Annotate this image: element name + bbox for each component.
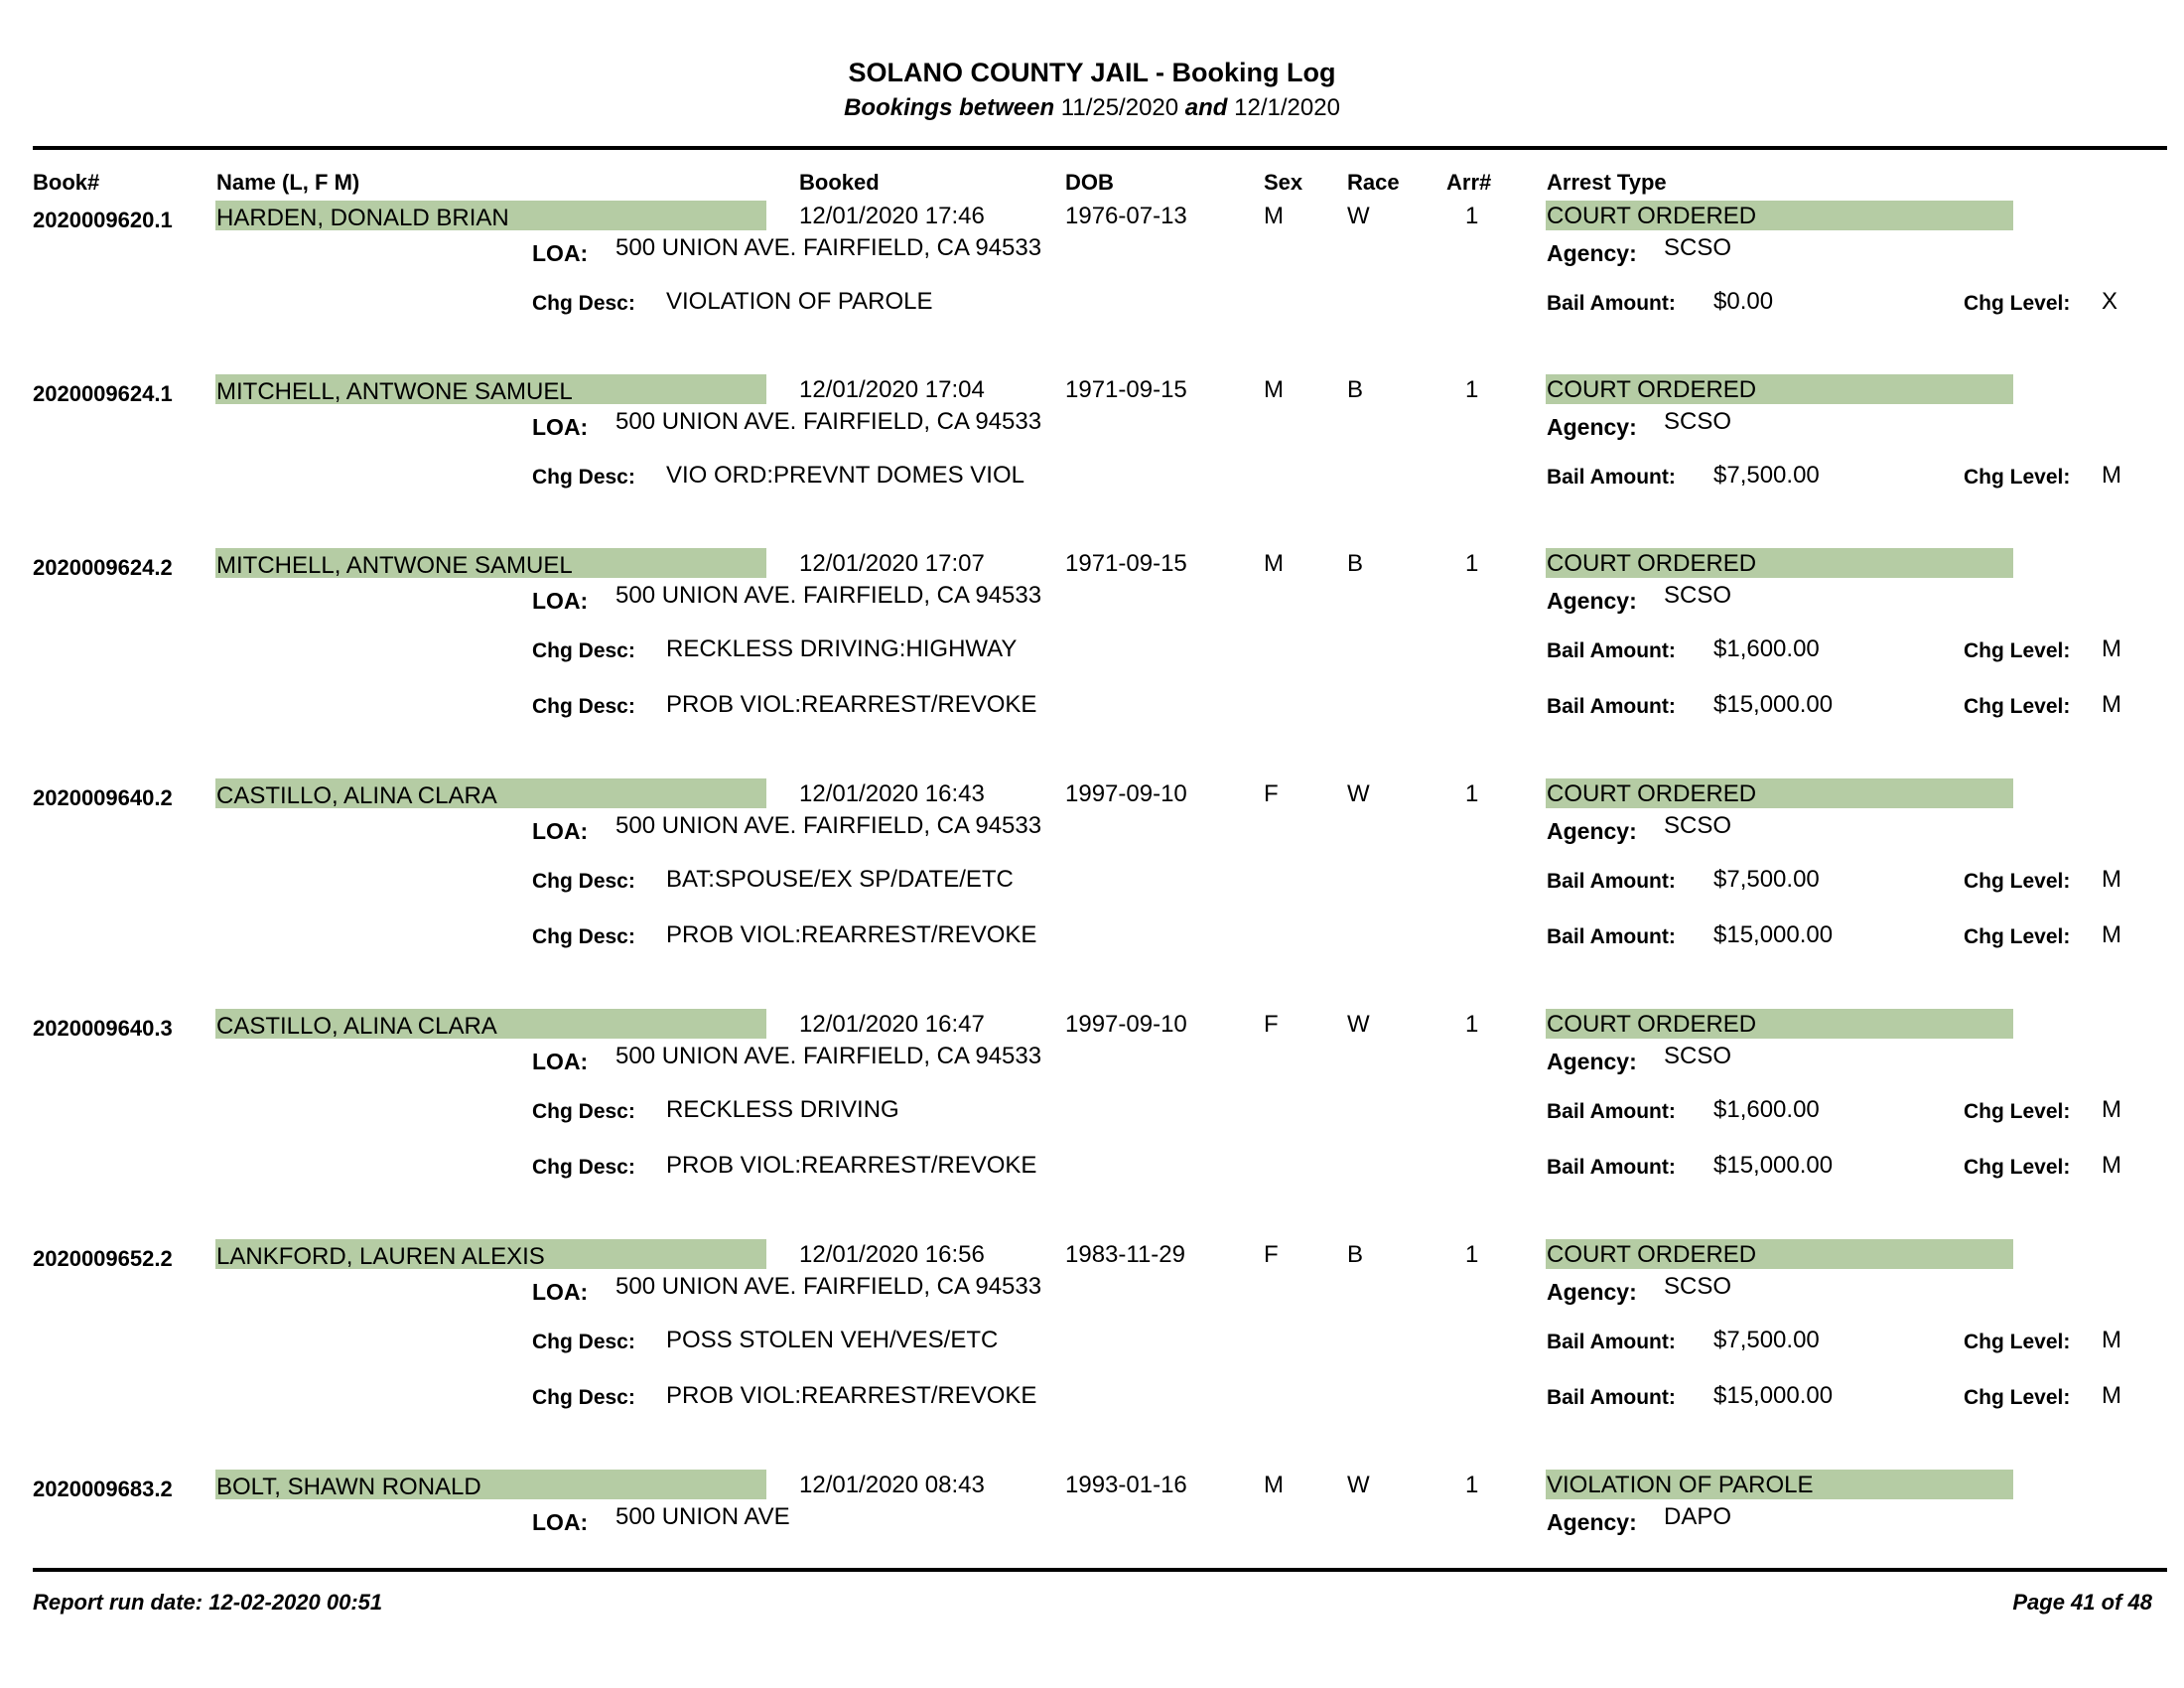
agency-label: Agency: <box>1547 1509 1637 1535</box>
col-dob: DOB <box>1065 170 1114 195</box>
chg-level-label: Chg Level: <box>1964 870 2071 893</box>
arrest-type: VIOLATION OF PAROLE <box>1547 1472 1814 1498</box>
header-rule <box>33 146 2167 150</box>
charge-level: M <box>2102 1327 2121 1353</box>
book-number: 2020009624.1 <box>33 381 173 406</box>
agency-value: SCSO <box>1664 1043 1732 1069</box>
sex: M <box>1264 376 1284 403</box>
charge-description: RECKLESS DRIVING <box>666 1096 899 1123</box>
arrest-number: 1 <box>1465 203 1479 229</box>
loa-label: LOA: <box>532 818 589 844</box>
charge-level: M <box>2102 462 2121 489</box>
loa-label: LOA: <box>532 588 589 614</box>
arrest-number: 1 <box>1465 1241 1479 1268</box>
bail-amount-label: Bail Amount: <box>1547 292 1676 315</box>
book-number: 2020009683.2 <box>33 1477 173 1501</box>
bail-amount: $7,500.00 <box>1713 1327 1820 1353</box>
arrest-number: 1 <box>1465 1472 1479 1498</box>
agency-label: Agency: <box>1547 1049 1637 1074</box>
dob: 1997-09-10 <box>1065 780 1187 807</box>
chg-desc-label: Chg Desc: <box>532 870 635 893</box>
arrest-type: COURT ORDERED <box>1547 1011 1757 1038</box>
dob: 1993-01-16 <box>1065 1472 1187 1498</box>
col-race: Race <box>1347 170 1400 195</box>
chg-desc-label: Chg Desc: <box>532 1100 635 1123</box>
bail-amount: $0.00 <box>1713 288 1774 315</box>
charge-level: M <box>2102 691 2121 718</box>
arrest-type: COURT ORDERED <box>1547 550 1757 577</box>
dob: 1976-07-13 <box>1065 203 1187 229</box>
col-booked: Booked <box>799 170 880 195</box>
page-number: Page 41 of 48 <box>2012 1590 2152 1615</box>
inmate-name: MITCHELL, ANTWONE SAMUEL <box>216 552 573 579</box>
range-end: 12/1/2020 <box>1234 94 1340 121</box>
chg-level-label: Chg Level: <box>1964 925 2071 948</box>
inmate-name: HARDEN, DONALD BRIAN <box>216 205 509 231</box>
charge-description: POSS STOLEN VEH/VES/ETC <box>666 1327 999 1353</box>
col-arr: Arr# <box>1446 170 1492 195</box>
chg-level-label: Chg Level: <box>1964 466 2071 489</box>
agency-label: Agency: <box>1547 240 1637 266</box>
agency-value: SCSO <box>1664 1273 1732 1300</box>
loa-label: LOA: <box>532 1279 589 1305</box>
chg-level-label: Chg Level: <box>1964 1331 2071 1353</box>
report-run-date: Report run date: 12-02-2020 00:51 <box>33 1590 383 1615</box>
booked-datetime: 12/01/2020 16:43 <box>799 780 985 807</box>
range-label-2: and <box>1184 94 1228 121</box>
chg-level-label: Chg Level: <box>1964 1386 2071 1409</box>
charge-description: PROB VIOL:REARREST/REVOKE <box>666 1152 1037 1179</box>
sex: M <box>1264 203 1284 229</box>
charge-level: M <box>2102 866 2121 893</box>
chg-desc-label: Chg Desc: <box>532 1386 635 1409</box>
bail-amount: $15,000.00 <box>1713 1152 1834 1179</box>
agency-value: SCSO <box>1664 812 1732 839</box>
charge-level: M <box>2102 1152 2121 1179</box>
date-range <box>0 94 2184 122</box>
loa-value: 500 UNION AVE. FAIRFIELD, CA 94533 <box>615 408 1042 435</box>
bail-amount: $15,000.00 <box>1713 1382 1834 1409</box>
arrest-type: COURT ORDERED <box>1547 1241 1757 1268</box>
inmate-name: LANKFORD, LAUREN ALEXIS <box>216 1243 545 1270</box>
booked-datetime: 12/01/2020 17:04 <box>799 376 985 403</box>
dob: 1971-09-15 <box>1065 550 1187 577</box>
agency-label: Agency: <box>1547 414 1637 440</box>
chg-desc-label: Chg Desc: <box>532 292 635 315</box>
bail-amount: $15,000.00 <box>1713 691 1834 718</box>
charge-description: BAT:SPOUSE/EX SP/DATE/ETC <box>666 866 1014 893</box>
bail-amount-label: Bail Amount: <box>1547 925 1676 948</box>
charge-level: M <box>2102 921 2121 948</box>
charge-description: VIOLATION OF PAROLE <box>666 288 933 315</box>
loa-value: 500 UNION AVE. FAIRFIELD, CA 94533 <box>615 234 1042 261</box>
bail-amount-label: Bail Amount: <box>1547 870 1676 893</box>
col-book: Book# <box>33 170 100 195</box>
book-number: 2020009620.1 <box>33 208 173 232</box>
race: W <box>1347 203 1370 229</box>
arrest-type: COURT ORDERED <box>1547 780 1757 807</box>
booked-datetime: 12/01/2020 08:43 <box>799 1472 985 1498</box>
bail-amount: $1,600.00 <box>1713 1096 1820 1123</box>
loa-value: 500 UNION AVE. FAIRFIELD, CA 94533 <box>615 582 1042 609</box>
inmate-name: BOLT, SHAWN RONALD <box>216 1474 481 1500</box>
bail-amount-label: Bail Amount: <box>1547 1156 1676 1179</box>
chg-level-label: Chg Level: <box>1964 639 2071 662</box>
col-arrest-type: Arrest Type <box>1547 170 1667 195</box>
charge-description: PROB VIOL:REARREST/REVOKE <box>666 921 1037 948</box>
booked-datetime: 12/01/2020 16:56 <box>799 1241 985 1268</box>
race: W <box>1347 1011 1370 1038</box>
bail-amount-label: Bail Amount: <box>1547 466 1676 489</box>
arrest-number: 1 <box>1465 1011 1479 1038</box>
chg-level-label: Chg Level: <box>1964 695 2071 718</box>
bail-amount: $7,500.00 <box>1713 866 1820 893</box>
dob: 1971-09-15 <box>1065 376 1187 403</box>
charge-description: PROB VIOL:REARREST/REVOKE <box>666 691 1037 718</box>
charge-description: VIO ORD:PREVNT DOMES VIOL <box>666 462 1024 489</box>
loa-value: 500 UNION AVE. FAIRFIELD, CA 94533 <box>615 1043 1042 1069</box>
chg-desc-label: Chg Desc: <box>532 639 635 662</box>
booked-datetime: 12/01/2020 16:47 <box>799 1011 985 1038</box>
inmate-name: CASTILLO, ALINA CLARA <box>216 782 497 809</box>
sex: F <box>1264 1011 1279 1038</box>
loa-value: 500 UNION AVE. FAIRFIELD, CA 94533 <box>615 1273 1042 1300</box>
booked-datetime: 12/01/2020 17:46 <box>799 203 985 229</box>
sex: F <box>1264 780 1279 807</box>
arrest-number: 1 <box>1465 376 1479 403</box>
agency-value: SCSO <box>1664 234 1732 261</box>
chg-desc-label: Chg Desc: <box>532 925 635 948</box>
loa-label: LOA: <box>532 240 589 266</box>
charge-description: RECKLESS DRIVING:HIGHWAY <box>666 635 1018 662</box>
col-sex: Sex <box>1264 170 1303 195</box>
race: B <box>1347 550 1364 577</box>
dob: 1983-11-29 <box>1065 1241 1185 1268</box>
bail-amount-label: Bail Amount: <box>1547 1331 1676 1353</box>
col-name: Name (L, F M) <box>216 170 360 195</box>
book-number: 2020009640.3 <box>33 1016 173 1041</box>
arrest-type: COURT ORDERED <box>1547 376 1757 403</box>
inmate-name: CASTILLO, ALINA CLARA <box>216 1013 497 1040</box>
booked-datetime: 12/01/2020 17:07 <box>799 550 985 577</box>
bail-amount-label: Bail Amount: <box>1547 695 1676 718</box>
chg-desc-label: Chg Desc: <box>532 1156 635 1179</box>
charge-description: PROB VIOL:REARREST/REVOKE <box>666 1382 1037 1409</box>
chg-desc-label: Chg Desc: <box>532 695 635 718</box>
race: W <box>1347 1472 1370 1498</box>
agency-value: SCSO <box>1664 582 1732 609</box>
bail-amount: $1,600.00 <box>1713 635 1820 662</box>
book-number: 2020009652.2 <box>33 1246 173 1271</box>
bail-amount: $15,000.00 <box>1713 921 1834 948</box>
loa-label: LOA: <box>532 414 589 440</box>
chg-level-label: Chg Level: <box>1964 1156 2071 1179</box>
agency-value: SCSO <box>1664 408 1732 435</box>
race: B <box>1347 376 1364 403</box>
loa-value: 500 UNION AVE <box>615 1503 790 1530</box>
range-start: 11/25/2020 <box>1060 94 1179 121</box>
charge-level: X <box>2102 288 2118 315</box>
book-number: 2020009624.2 <box>33 555 173 580</box>
charge-level: M <box>2102 1382 2121 1409</box>
race: W <box>1347 780 1370 807</box>
sex: F <box>1264 1241 1279 1268</box>
report-title: SOLANO COUNTY JAIL - Booking Log <box>848 58 1336 87</box>
loa-label: LOA: <box>532 1049 589 1074</box>
agency-value: DAPO <box>1664 1503 1732 1530</box>
chg-level-label: Chg Level: <box>1964 1100 2071 1123</box>
chg-desc-label: Chg Desc: <box>532 466 635 489</box>
loa-value: 500 UNION AVE. FAIRFIELD, CA 94533 <box>615 812 1042 839</box>
arrest-number: 1 <box>1465 780 1479 807</box>
bail-amount-label: Bail Amount: <box>1547 639 1676 662</box>
range-label-1: Bookings between <box>844 94 1055 121</box>
loa-label: LOA: <box>532 1509 589 1535</box>
agency-label: Agency: <box>1547 818 1637 844</box>
arrest-type: COURT ORDERED <box>1547 203 1757 229</box>
footer-rule <box>33 1568 2167 1572</box>
charge-level: M <box>2102 1096 2121 1123</box>
agency-label: Agency: <box>1547 588 1637 614</box>
chg-level-label: Chg Level: <box>1964 292 2071 315</box>
sex: M <box>1264 550 1284 577</box>
sex: M <box>1264 1472 1284 1498</box>
bail-amount-label: Bail Amount: <box>1547 1386 1676 1409</box>
chg-desc-label: Chg Desc: <box>532 1331 635 1353</box>
dob: 1997-09-10 <box>1065 1011 1187 1038</box>
bail-amount-label: Bail Amount: <box>1547 1100 1676 1123</box>
charge-level: M <box>2102 635 2121 662</box>
agency-label: Agency: <box>1547 1279 1637 1305</box>
inmate-name: MITCHELL, ANTWONE SAMUEL <box>216 378 573 405</box>
bail-amount: $7,500.00 <box>1713 462 1820 489</box>
book-number: 2020009640.2 <box>33 785 173 810</box>
race: B <box>1347 1241 1364 1268</box>
arrest-number: 1 <box>1465 550 1479 577</box>
